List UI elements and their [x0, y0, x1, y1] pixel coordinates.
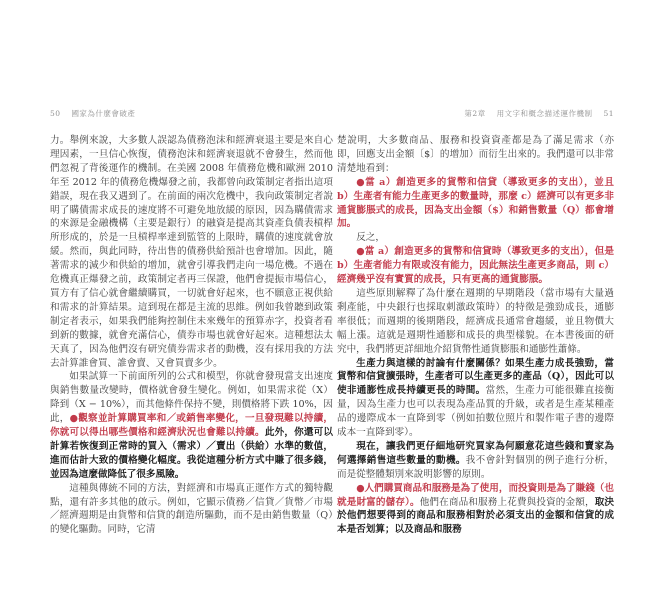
- book-title: 國家為什麼會破產: [71, 109, 136, 118]
- bold-emphasis-text: 生產力與這樣的討論有什麼關係？如果生產力成長強勁，當貨幣和信貸擴張時，生產者可以生產更多的產品（Q），因此可以使非通膨性成長持續更長的時間。: [337, 357, 614, 397]
- body-text: 我不會針對個別的例子進行分析，而是從整體類別來說明影響的原則。: [337, 454, 615, 480]
- body-text: 這些原則解釋了為什麼在週期的早期階段（當市場有大量過剩產能，中央銀行也採取刺激政策時）的特徵是強勁成長，通膨率很低；而週期的後期階段，經濟成長通常會趨緩，並且物價大幅上漲。這就是週期性通膨和成長的典型樣貌。在本書後面的研究中，我們將更詳細地介紹貨幣性通貨膨脹和通膨性蕭條。: [337, 287, 614, 355]
- paragraph: [337, 245, 614, 287]
- paragraph: [337, 231, 614, 245]
- bold-emphasis-text: 取決於他們想要得到的商品和服務相對於必須支出的金額和信貸的成本是否划算；以及商品和服務: [337, 496, 615, 536]
- paragraph: [337, 482, 614, 538]
- paragraph: [337, 134, 614, 176]
- body-text: 他們在商品和服務上花費與投資的金額，: [419, 496, 595, 508]
- right-page: [337, 108, 614, 537]
- chapter-label: 第2章: [464, 109, 486, 118]
- paragraph: [50, 482, 333, 538]
- paragraph: [50, 134, 333, 370]
- left-page: [50, 108, 333, 537]
- red-emphasis-text: ●當 a）創造更多的貨幣和信貸時（導致更多的支出），但是 b）生產者能力有限或沒有能力，因此無法生產更多商品，則 c）經濟幾乎沒有實質的成長，只有更高的通貨膨脹。: [337, 246, 614, 286]
- left-page-header: [50, 108, 333, 120]
- right-page-header: [337, 108, 614, 120]
- red-emphasis-text: ●人們購買商品和服務是為了使用，而投資則是為了賺錢（也就是財富的儲存）。: [337, 482, 614, 508]
- body-text: 楚說明，大多數商品、服務和投資資產都是為了滿足需求（亦即，回應支出金額〔$〕的增加）而衍生出來的。我們還可以非常清楚地看到：: [337, 135, 614, 174]
- red-emphasis-text: ●觀察並計算購買率和／或銷售率變化，一旦發現難以持續，你就可以得出哪些價格和經濟狀況也會難以持續。: [50, 413, 334, 439]
- paragraph: [337, 287, 614, 357]
- paragraph: [337, 440, 614, 482]
- body-text: 反之，: [356, 232, 385, 244]
- left-page-number: 50: [50, 109, 61, 118]
- body-text: 如果試算一下前面所列的公式和模型，你就會發現當支出速度與銷售數量改變時，價格就會發生變化。例如，如果需求從（X）降到（X − 10%），而其他條件保持不變，則價格將下跌 10%，因此，: [50, 371, 333, 425]
- body-text: 當然，生產力可能很難直接衡量，因為生產力也可以表現為產品質的升級，或者是生產某種產品的邊際成本一直降到零（例如拍數位照片和製作電子書的邊際成本一直降到零）。: [337, 385, 615, 439]
- paragraph: [50, 370, 333, 481]
- bold-emphasis-text: 此外，你還可以計算若恢復到正常時的買入（需求）／賣出（供給）水準的數值，進而估計大致的價格變化幅度。我從這種分析方式中賺了很多錢，並因為這麼做降低了很多風險。: [50, 427, 334, 480]
- chapter-title: 用文字和概念描述運作機制: [496, 109, 593, 118]
- left-page-text: [50, 134, 333, 537]
- bold-emphasis-text: 現在，讓我們更仔細地研究買家為何願意花這些錢和賣家為何選擇銷售這些數量的動機。: [337, 440, 614, 466]
- paragraph: [337, 176, 614, 232]
- red-emphasis-text: ●當 a）創造更多的貨幣和信貸（導致更多的支出），並且 b）生產者有能力生產更多的數量時，那麼 c）經濟可以有更多非通貨膨脹式的成長，因為支出金額（$）和銷售數量（Q）都會增加。: [337, 176, 614, 230]
- paragraph: [337, 357, 614, 440]
- right-page-number: 51: [603, 109, 614, 118]
- right-page-text: [337, 134, 614, 537]
- body-text: 這種與傳統不同的方法，對經濟和市場真正運作方式的獨特觀點，還有許多其他的啟示。例如，它顯示債務／信貸／貨幣／市場／經濟週期是由貨幣和信貸的創造所驅動，而不是由銷售數量（Q）的變化驅動。同時，它清: [50, 482, 333, 536]
- body-text: 力。舉例來說，大多數人誤認為債務泡沫和經濟衰退主要是來自心理因素，一旦信心恢復，債務泡沫和經濟衰退就不會發生，然而他們忽視了背後運作的機制。在美國 2008 年債務危機和歐洲 2010 年至 2012 年的債務危機爆發之前，我都曾向政策制定者指出這項錯誤，現在我又遇到了。在前面的兩次危機中，我向政策制定者說明了購債需求成長的速度將不可避免地放緩的原因，因為購債需求的來源是金融機構（主要是銀行）的融資是提高其資產負債表槓桿所形成的，於是一旦槓桿率達到監管的上限時，購債的速度就會放緩。然而，與此同時，待出售的債務供給預計也會增加。因此，隨著需求的減少和供給的增加，就會引導我們走向一場危機。不過在危機真正爆發之前，政策制定者再三保證，他們會提振市場信心，買方有了信心就會繼續購買，一切就會好起來，也不願意正視供給和需求的計算結果。這到現在都是主流的思維。例如我曾聽到政策制定者表示，如果我們能夠控制住未來幾年的預算赤字，投資者看到新的數據，就會充滿信心，債券市場也就會好起來。這種想法太天真了，因為他們沒有研究債券需求者的動機，沒有採用我的方法去計算誰會買、誰會賣、又會買賣多少。: [50, 135, 333, 369]
